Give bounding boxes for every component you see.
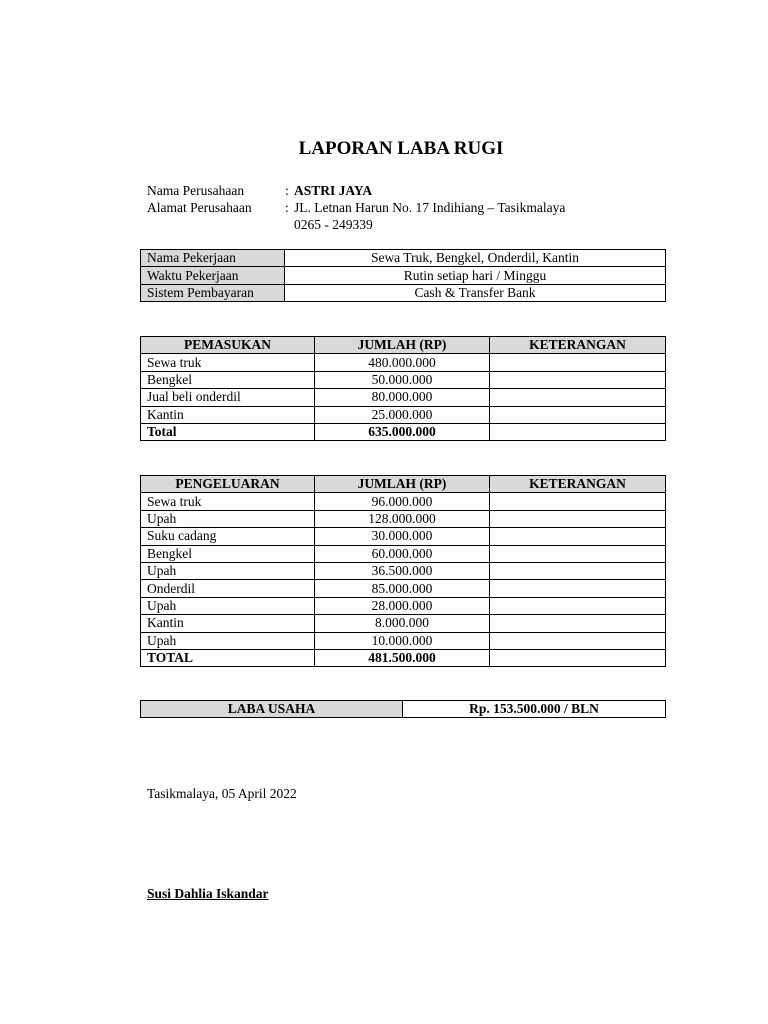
- column-header: PEMASUKAN: [141, 337, 315, 354]
- amount-cell: 128.000.000: [315, 510, 490, 527]
- table-row: [141, 493, 666, 510]
- amount-cell: 80.000.000: [315, 389, 490, 406]
- table-row: [141, 510, 666, 527]
- profit-value: Rp. 153.500.000 / BLN: [403, 701, 666, 718]
- item-cell: Upah: [141, 510, 315, 527]
- profit-label: LABA USAHA: [141, 701, 403, 718]
- table-row: [141, 615, 666, 632]
- table-row: [141, 250, 666, 267]
- signer-name: Susi Dahlia Iskandar: [147, 886, 269, 901]
- separator: :: [285, 200, 289, 215]
- total-row: [141, 649, 666, 666]
- item-cell: Onderdil: [141, 580, 315, 597]
- company-name-label: Nama Perusahaan: [147, 183, 245, 198]
- total-amount: 481.500.000: [315, 649, 490, 666]
- note-cell: [490, 562, 666, 579]
- item-cell: Suku cadang: [141, 528, 315, 545]
- amount-cell: 50.000.000: [315, 371, 490, 388]
- item-cell: Upah: [141, 597, 315, 614]
- column-header: PENGELUARAN: [141, 476, 315, 493]
- amount-cell: 10.000.000: [315, 632, 490, 649]
- total-label: Total: [141, 423, 315, 440]
- table-header-row: [141, 476, 666, 493]
- item-cell: Sewa truk: [141, 493, 315, 510]
- note-cell: [490, 528, 666, 545]
- amount-cell: 30.000.000: [315, 528, 490, 545]
- total-amount: 635.000.000: [315, 423, 490, 440]
- note-cell: [490, 615, 666, 632]
- company-address-value: JL. Letnan Harun No. 17 Indihiang – Tasikmalaya: [294, 200, 566, 215]
- item-cell: Bengkel: [141, 545, 315, 562]
- total-row: [141, 423, 666, 440]
- table-row: [141, 354, 666, 371]
- note-cell: [490, 597, 666, 614]
- income-table: [140, 336, 666, 441]
- table-row: [141, 528, 666, 545]
- amount-cell: 36.500.000: [315, 562, 490, 579]
- note-cell: [490, 406, 666, 423]
- note-cell: [490, 389, 666, 406]
- amount-cell: 8.000.000: [315, 615, 490, 632]
- note-cell: [490, 493, 666, 510]
- job-table: [140, 249, 666, 302]
- amount-cell: 60.000.000: [315, 545, 490, 562]
- page-title: LAPORAN LABA RUGI: [298, 138, 504, 159]
- job-label: Nama Pekerjaan: [141, 250, 285, 267]
- item-cell: Sewa truk: [141, 354, 315, 371]
- profit-row: [141, 701, 666, 718]
- table-row: [141, 545, 666, 562]
- note-cell: [490, 371, 666, 388]
- note-cell: [490, 510, 666, 527]
- separator: :: [285, 183, 289, 198]
- job-value: Cash & Transfer Bank: [285, 284, 666, 301]
- note-cell: [490, 580, 666, 597]
- company-name-value: ASTRI JAYA: [294, 183, 373, 198]
- job-value: Rutin setiap hari / Minggu: [285, 267, 666, 284]
- job-label: Sistem Pembayaran: [141, 284, 285, 301]
- table-row: [141, 389, 666, 406]
- note-cell: [490, 632, 666, 649]
- job-value: Sewa Truk, Bengkel, Onderdil, Kantin: [285, 250, 666, 267]
- job-label: Waktu Pekerjaan: [141, 267, 285, 284]
- column-header: KETERANGAN: [490, 337, 666, 354]
- amount-cell: 25.000.000: [315, 406, 490, 423]
- table-row: [141, 406, 666, 423]
- item-cell: Kantin: [141, 406, 315, 423]
- item-cell: Upah: [141, 562, 315, 579]
- column-header: KETERANGAN: [490, 476, 666, 493]
- table-row: [141, 597, 666, 614]
- amount-cell: 28.000.000: [315, 597, 490, 614]
- company-address-row: [147, 199, 565, 216]
- table-row: [141, 267, 666, 284]
- company-phone: 0265 - 249339: [294, 217, 373, 232]
- amount-cell: 85.000.000: [315, 580, 490, 597]
- note-cell: [490, 649, 666, 666]
- amount-cell: 96.000.000: [315, 493, 490, 510]
- table-row: [141, 371, 666, 388]
- expense-table: [140, 475, 666, 667]
- table-row: [141, 284, 666, 301]
- total-label: TOTAL: [141, 649, 315, 666]
- company-info: [147, 182, 565, 233]
- item-cell: Upah: [141, 632, 315, 649]
- column-header: JUMLAH (RP): [315, 337, 490, 354]
- item-cell: Bengkel: [141, 371, 315, 388]
- item-cell: Jual beli onderdil: [141, 389, 315, 406]
- note-cell: [490, 545, 666, 562]
- company-address-label: Alamat Perusahaan: [147, 200, 252, 215]
- table-row: [141, 632, 666, 649]
- company-name-row: [147, 182, 565, 199]
- table-row: [141, 580, 666, 597]
- profit-table: [140, 700, 666, 718]
- note-cell: [490, 423, 666, 440]
- note-cell: [490, 354, 666, 371]
- table-header-row: [141, 337, 666, 354]
- place-date: Tasikmalaya, 05 April 2022: [147, 786, 297, 801]
- item-cell: Kantin: [141, 615, 315, 632]
- amount-cell: 480.000.000: [315, 354, 490, 371]
- table-row: [141, 562, 666, 579]
- column-header: JUMLAH (RP): [315, 476, 490, 493]
